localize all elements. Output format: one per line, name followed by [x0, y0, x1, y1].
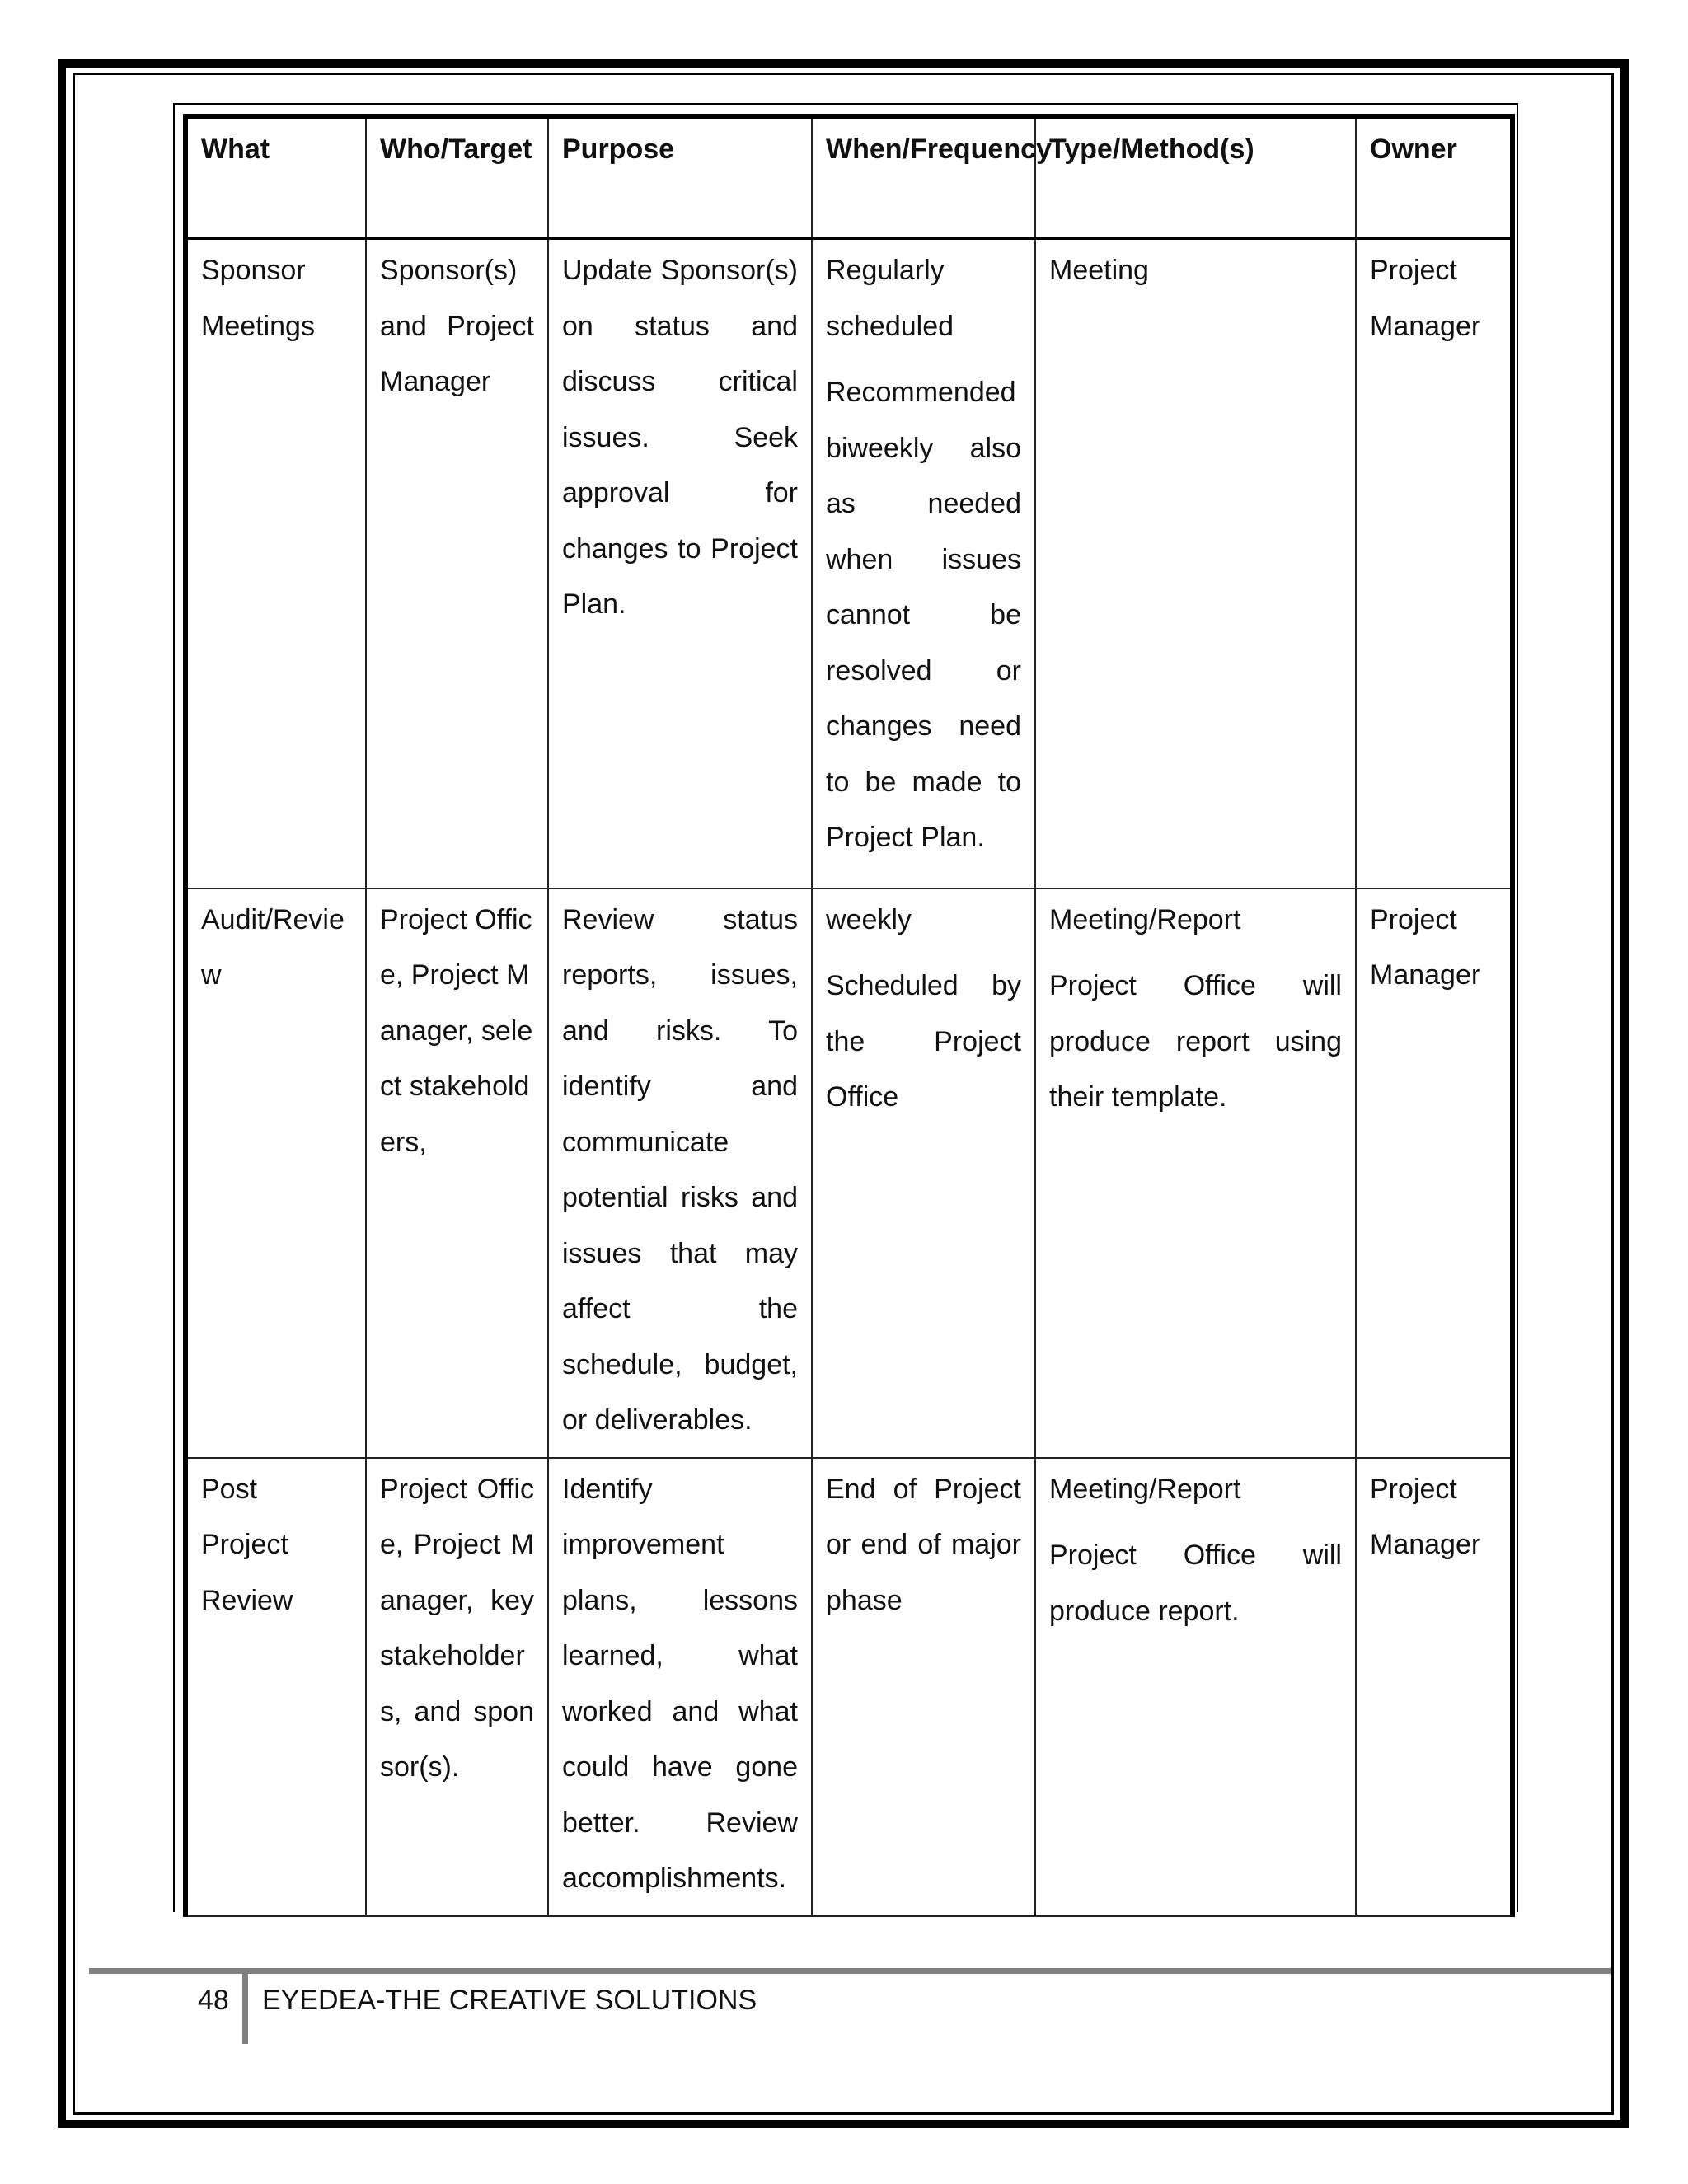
cell-what: Audit/Review — [185, 888, 366, 1458]
header-purpose: Purpose — [548, 116, 812, 239]
cell-type — [1035, 1458, 1356, 1916]
header-when-frequency: When/Frequency — [812, 116, 1035, 239]
cell-owner: Project Manager — [1356, 239, 1512, 888]
cell-when-detail: Recommended biweekly also as needed when issues cannot be resolved or changes need to be made to Project Plan. — [826, 377, 1021, 853]
cell-owner: Project Manager — [1356, 888, 1512, 1458]
cell-purpose: Update Sponsor(s) on status and discuss critical issues. Seek approval for changes to Project Plan. — [548, 239, 812, 888]
cell-purpose: Identify improvement plans, lessons learned, what worked and what could have gone better. Review accomplishments. — [548, 1458, 812, 1916]
cell-type-detail: Project Office will produce report. — [1049, 1540, 1342, 1627]
cell-type-primary: Meeting/Report — [1049, 1473, 1241, 1505]
cell-when-primary: End of Project or end of major phase — [826, 1473, 1021, 1616]
cell-purpose: Review status reports, issues, and risks. To identify and communicate potential risks and issues that may affect the schedule, budget, or deliverables. — [548, 888, 812, 1458]
footer-rule — [89, 1968, 1611, 1974]
cell-what: Post Project Review — [185, 1458, 366, 1916]
cell-when — [812, 888, 1035, 1458]
footer-divider — [242, 1974, 248, 2044]
footer-title: EYEDEA-THE CREATIVE SOLUTIONS — [262, 1985, 757, 2016]
cell-when — [812, 239, 1035, 888]
cell-when — [812, 1458, 1035, 1916]
cell-when-primary: Regularly scheduled — [826, 255, 954, 342]
communication-plan-table — [183, 114, 1515, 1917]
cell-type-primary: Meeting/Report — [1049, 903, 1241, 935]
cell-what: Sponsor Meetings — [185, 239, 366, 888]
table-row — [185, 239, 1512, 888]
header-who-target: Who/Target — [366, 116, 548, 239]
table-header-row — [185, 116, 1512, 239]
page-number: 48 — [198, 1985, 229, 2016]
table-row — [185, 1458, 1512, 1916]
header-what: What — [185, 116, 366, 239]
cell-who: Sponsor(s) and Project Manager — [366, 239, 548, 888]
cell-type — [1035, 239, 1356, 888]
cell-type-primary: Meeting — [1049, 255, 1149, 286]
header-owner: Owner — [1356, 116, 1512, 239]
cell-when-detail: Scheduled by the Project Office — [826, 970, 1021, 1113]
cell-owner: Project Manager — [1356, 1458, 1512, 1916]
cell-type-detail: Project Office will produce report using their template. — [1049, 970, 1342, 1113]
header-type-methods: Type/Method(s) — [1035, 116, 1356, 239]
cell-who: Project Office, Project Manager, key stakeholders, and sponsor(s). — [366, 1458, 548, 1916]
table-row — [185, 888, 1512, 1458]
cell-when-primary: weekly — [826, 903, 912, 935]
cell-type — [1035, 888, 1356, 1458]
cell-who: Project Office, Project Manager, select stakeholders, — [366, 888, 548, 1458]
